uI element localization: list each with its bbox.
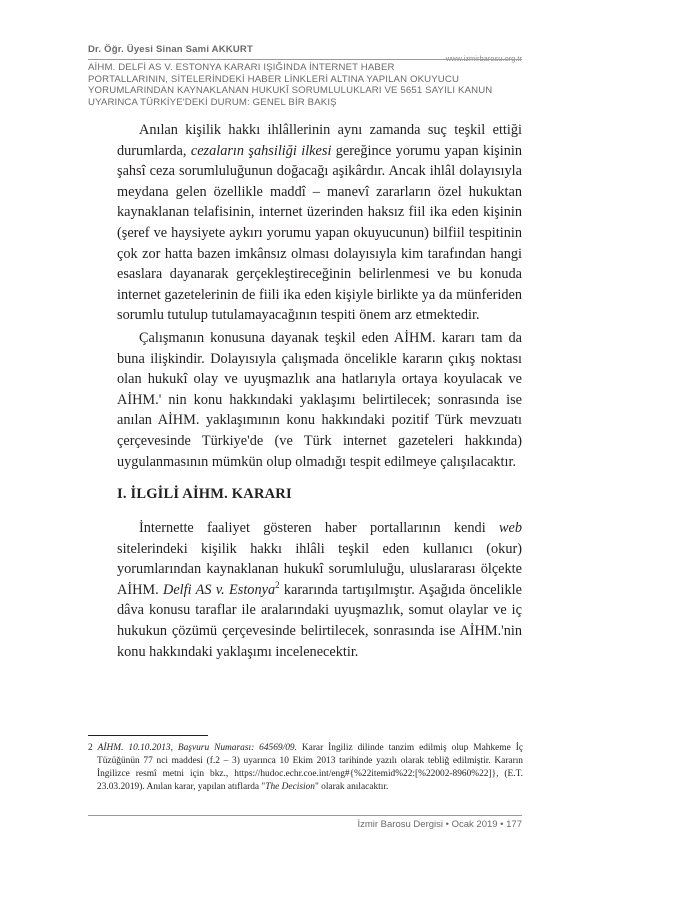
footnote-text: Karar İngiliz dilinde tanzim edilmiş olup Mahkeme İç Tüzüğünün 77 nci maddesi (f.2 – 3) uyarınca 10 Ekim 2013 tarihinde yazılı olarak tebliğ edilmiştir. Kararın İngilizce resmî metni için bkz., https://hudoc.echr.coe.int/eng#{%22itemid%22:[%22002-8960%22]}, (E.T. 23.03.2019). Anılan karar, yapılan atıflarda " (97, 743, 524, 792)
section-heading: I. İLGİLİ AİHM. KARARI (117, 486, 292, 502)
paragraph-3 (117, 518, 522, 662)
text-span: İnternette faaliyet gösteren haber portallarının kendi (139, 520, 499, 536)
running-title-line: AİHM. DELFİ AS V. ESTONYA KARARI IŞIĞINDA İNTERNET HABER (88, 62, 395, 73)
footnote-body (88, 742, 523, 794)
paragraph-1 (117, 120, 522, 326)
text-span: sitelerindeki kişilik hakkı ihlâli teşkil eden kullanıcı (okur) yorumlarından kaynaklanan hukukî sorumluluğu, uluslararası ölçekte AİHM. (117, 540, 522, 598)
header-author: Dr. Öğr. Üyesi Sinan Sami AKKURT (88, 44, 253, 55)
text-span: kararında tartışılmıştır. Aşağıda öncelikle dâva konusu taraflar ile aralarındaki uyuşmazlık, somut olaylar ve iç hukukun çözümü çerçevesinde belirtilecek, sonrasında ise AİHM.'nin konu hakkındaki yaklaşımı incelenecektir. (117, 581, 522, 660)
header-divider (88, 59, 522, 60)
running-title-line: YORUMLARINDAN KAYNAKLANAN HUKUKÎ SORUMLULUKLARI VE 5651 SAYILI KANUN (88, 85, 493, 97)
paragraph-1-text (117, 120, 522, 326)
header-site-url: www.izmirbarosu.org.tr (445, 54, 522, 63)
running-title-line: PORTALLARININ, SİTELERİNDEKİ HABER LİNKLERİ ALTINA YAPILAN OKUYUCU (88, 73, 460, 85)
footnote-citation: AİHM. 10.10.2013, Başvuru Numarası: 64569/09. (97, 743, 297, 753)
footnote-italic: The Decision (265, 782, 315, 792)
paragraph-2-text: Çalışmanın konusuna dayanak teşkil eden AİHM. kararı tam da buna ilişkindir. Dolayısıyla çalışmada öncelikle kararın çıkış noktası olan hukukî olay ve uyuşmazlık ana hatlarıyla ortaya koyulacak ve AİHM.' nin konu hakkındaki yaklaşımı belirtilecek; sonrasında ise anılan AİHM. yaklaşımının konu hakkındaki pozitif Türk mevzuatı çerçevesinde Türkiye'de (ve Türk internet gazeteleri hakkında) uygulanmasının mümkün olup olmadığı tespit edilmeye çalışılacaktır. (117, 330, 522, 470)
case-name: Delfi AS v. Estonya (163, 581, 276, 598)
footer-divider (88, 815, 522, 816)
text-span: Anılan kişilik hakkı ihlâllerinin aynı zamanda suç teşkil ettiği durumlarda, (117, 122, 522, 159)
footnote (88, 742, 523, 794)
footnote-ref[interactable]: 2 (275, 580, 280, 591)
footnote-text: " olarak anılacaktır. (314, 782, 389, 792)
paragraph-2 (117, 328, 522, 472)
running-title-line: UYARINCA TÜRKİYE'DEKİ DURUM: GENEL BİR BAKIŞ (88, 96, 337, 108)
page-footer: İzmir Barosu Dergisi • Ocak 2019 • 177 (357, 819, 522, 830)
running-title (88, 62, 528, 108)
text-span: gereğince yorumu yapan kişinin şahsî ceza sorumluluğunun doğacağı aşikârdır. Ancak ihlâl dolayısıyla meydana gelen özellikle maddî – manevî zararların özel hukuktan kaynaklanan telafisinin, internet üzerinden haksız fiil ika eden kişinin (şeref ve haysiyete aykırı yorumu yapan okuyucunun) bilfiil tespitinin çok zor hatta bazen imkânsız olması dolayısıyla kim tarafından hangi esaslara dayanarak gerçekleştireceğinin belirlenmesi ve bu konuda internet gazetelerinin de fiili ika eden kişiyle birlikte ya da münferiden sorumlu tutulup tutulamayacağının tespiti önem arz etmektedir. (117, 142, 522, 324)
footnote-number: 2 (88, 743, 93, 753)
footnote-divider (88, 735, 208, 736)
italic-term: web (498, 520, 522, 536)
italic-term: cezaların şahsiliği ilkesi (190, 142, 332, 159)
paragraph-3-text (117, 518, 522, 662)
